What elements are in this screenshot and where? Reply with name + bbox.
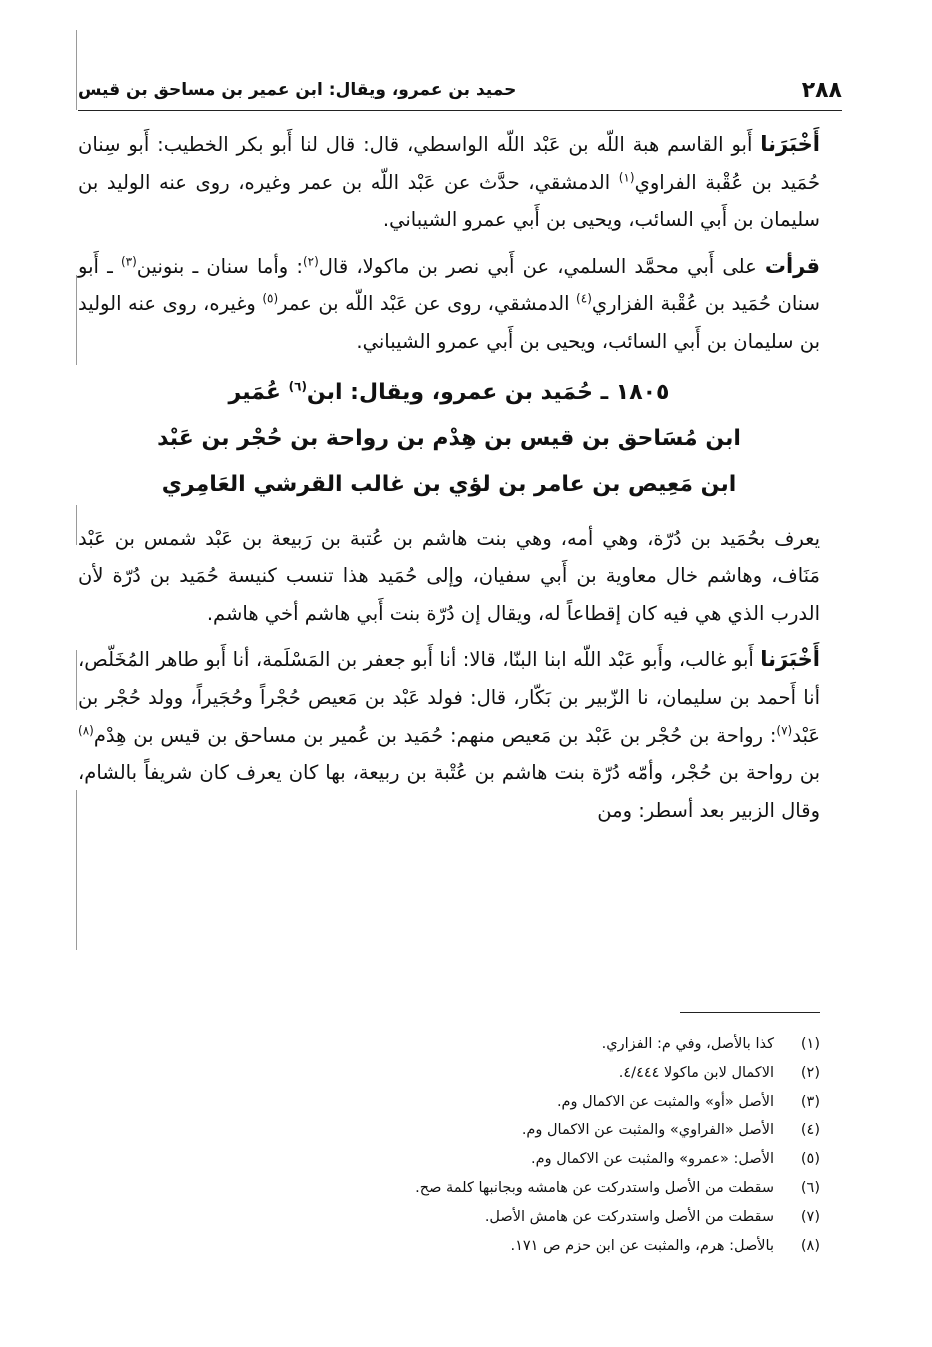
main-text (78, 126, 820, 838)
paragraph-text: ـ أَبو سنان حُمَيد بن عُقْبة الفزاري (78, 254, 820, 316)
footnote (78, 1145, 820, 1174)
footnote-marker: (٥) (262, 291, 279, 306)
footnote-marker: (٣) (120, 254, 137, 269)
footnote (78, 1232, 820, 1261)
footnote-number: (٦) (800, 1179, 820, 1196)
paragraph-text: على أَبي محمَّد السلمي، عن أَبي نصر بن ماكولا، قال (318, 254, 765, 278)
footnote-number: (٢) (800, 1064, 820, 1081)
scan-margin-line (76, 30, 77, 110)
entry-heading (78, 370, 820, 508)
footnote-number: (٣) (800, 1093, 820, 1110)
footnotes (78, 1030, 820, 1260)
footnote-text: كذا بالأصل، وفي م: الفزاري. (601, 1036, 774, 1052)
paragraph-text: : وأما سنان ـ بنونين (136, 254, 303, 278)
footnote (78, 1088, 820, 1117)
footnote (78, 1030, 820, 1059)
footnote-text: بالأصل: هرم، والمثبت عن ابن حزم ص ١٧١. (510, 1237, 774, 1254)
entry-heading-line-1 (78, 370, 820, 416)
paragraph-4 (78, 641, 820, 829)
footnote (78, 1116, 820, 1145)
footnote-text: سقطت من الأصل واستدركت عن هامشه وبجانبها كلمة صح. (415, 1179, 774, 1196)
entry-heading-text: ١٨٠٥ ـ حُمَيد بن عمرو، ويقال: ابن (306, 379, 670, 405)
scan-margin-line (76, 650, 77, 710)
footnote-number: (٤) (800, 1122, 820, 1139)
footnote-marker: (٦) (288, 379, 307, 394)
footnote-separator (680, 1012, 820, 1013)
footnote-number: (٥) (800, 1151, 820, 1168)
footnote (78, 1174, 820, 1203)
running-title: حميد بن عمرو، ويقال: ابن عمير بن مساحق بن قيس (78, 80, 517, 100)
paragraph-1 (78, 126, 820, 239)
paragraph-text: أَبو غالب، وأَبو عَبْد اللّه ابنا البنّا، قالا: أنا أَبو جعفر بن المَسْلَمة، أنا أَبو طاهر المُخَلّص، أنا أَحمد بن سليمان، نا الزّبير بن بَكّار، قال: فولد عَبْد بن مَعيص حُجْراً وحُجَيراً، وولد حُجْر بن عَبْد (78, 648, 820, 747)
footnote-text: الأصل «الفراوي» والمثبت عن الاكمال وم. (521, 1122, 774, 1139)
page-header (78, 72, 842, 108)
paragraph-3: يعرف بحُمَيد بن دُرّة، وهي أمه، وهي بنت هاشم بن عُتبة بن رَبيعة بن عَبْد شمس بن عَبْد مَنَاف، وهاشم خال معاوية بن أَبي سفيان، وإلى حُمَيد هذا تنسب كنيسة حُمَيد بن دُرّة لأن الدرب الذي هي فيه كان إقطاعاً له، ويقال إن دُرّة بنت أَبي هاشم أخي هاشم. (78, 526, 820, 625)
scan-margin-line (76, 505, 77, 545)
footnote-text: الاكمال لابن ماكولا ٤/٤٤٤. (618, 1064, 774, 1081)
paragraph-lead-word: أَخْبَرَنا (760, 647, 820, 672)
paragraph-text: الدمشقي، حدَّث عن عَبْد اللّه بن عمر وغيره، روى عنه الوليد بن سليمان بن أَبي السائب، ويحيى بن أَبي عمرو الشيباني. (78, 170, 820, 232)
paragraph-text: الدمشقي، روى عن عَبْد اللّه بن عمر (278, 292, 577, 316)
scan-margin-line (76, 275, 77, 365)
paragraph-lead-word: أَخْبَرَنا (760, 132, 820, 156)
header-rule (78, 110, 842, 111)
paragraph-text: بن رواحة بن حُجْر، وأمّه دُرّة بنت هاشم بن عُتْبة بن ربيعة، بها كان يعرف كان شريفاً بالشام، وقال الزبير بعد أسطر: ومن (78, 761, 820, 822)
footnote (78, 1059, 820, 1088)
paragraph-text: وغيره، روى عنه الوليد بن سليمان بن أَبي السائب، ويحيى بن أَبي عمرو الشيباني. (78, 292, 820, 353)
entry-heading-line-3: ابن مَعِيص بن عامر بن لؤي بن غالب القرشي العَامِري (161, 471, 737, 497)
footnote-number: (١) (800, 1036, 820, 1052)
footnote (78, 1203, 820, 1232)
page-number: ٢٨٨ (801, 77, 842, 103)
footnote-marker: (١) (618, 170, 635, 185)
entry-heading-line-2: ابن مُسَاحق بن قيس بن هِدْم بن رواحة بن حُجْر بن عَبْد (157, 425, 741, 451)
footnote-marker: (٢) (302, 254, 319, 269)
footnote-text: سقطت من الأصل واستدركت عن هامش الأصل. (484, 1208, 774, 1225)
footnote-number: (٧) (800, 1208, 820, 1225)
scan-margin-line (76, 790, 77, 950)
entry-heading-text: عُمَير (228, 379, 289, 405)
paragraph-2 (78, 248, 820, 361)
paragraph-lead-word: قرأت (764, 253, 820, 278)
footnote-marker: (٨) (78, 723, 94, 738)
footnote-marker: (٧) (776, 723, 793, 738)
footnote-text: الأصل: «عمرو» والمثبت عن الاكمال وم. (531, 1151, 774, 1168)
footnote-marker: (٤) (576, 291, 592, 306)
footnote-number: (٨) (800, 1237, 820, 1254)
footnote-text: الأصل «أو» والمثبت عن الاكمال وم. (556, 1093, 774, 1110)
paragraph-text: : رواحة بن حُجْر بن عَبْد بن مَعيص منهم: حُمَيد بن عُمير بن مساحق بن قيس بن هِدْم (93, 723, 777, 747)
paragraph-text: أَبو القاسم هبة اللّه بن عَبْد اللّه الواسطي، قال: قال لنا أَبو بكر الخطيب: أَبو سِنان حُمَيد بن عُقْبة الفراوي (78, 133, 820, 194)
